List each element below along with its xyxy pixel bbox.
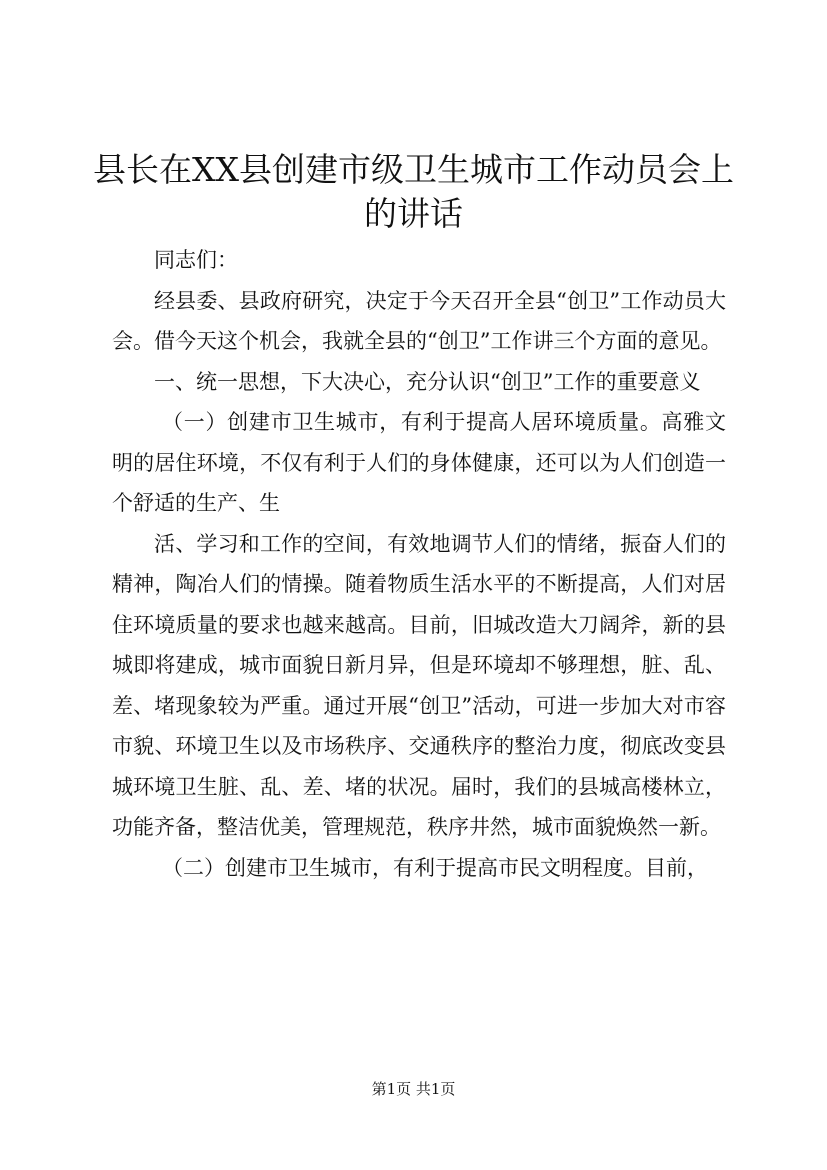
title-line-2: 的讲话 [364,194,463,233]
section-heading-1: 一、统一思想，下大决心，充分认识“创卫”工作的重要意义 [154,369,701,394]
page-footer: 第1页 共1页 [371,1080,456,1098]
document-body [112,240,726,888]
paragraph-point-1: （一）创建市卫生城市，有利于提高人居环境质量。高雅文明的居住环境，不仅有利于人们的身体健康，还可以为人们创造一个舒适的生产、生 [112,410,726,515]
salutation: 同志们： [154,248,238,272]
title-line-1: 县长在XX县创建市级卫生城市工作动员会上 [93,150,734,189]
document-title [90,148,737,236]
paragraph-intro: 经县委、县政府研究，决定于今天召开全县“创卫”工作动员大会。借今天这个机会，我就全县的“创卫”工作讲三个方面的意见。 [112,288,726,353]
paragraph-point-1-continued: 活、学习和工作的空间，有效地调节人们的情绪，振奋人们的精神，陶冶人们的情操。随着物质生活水平的不断提高，人们对居住环境质量的要求也越来越高。目前，旧城改造大刀阔斧，新的县城即将建成，城市面貌日新月异，但是环境却不够理想，脏、乱、差、堵现象较为严重。通过开展“创卫”活动，可进一步加大对市容市貌、环境卫生以及市场秩序、交通秩序的整治力度，彻底改变县城环境卫生脏、乱、差、堵的状况。届时，我们的县城高楼林立，功能齐备，整洁优美，管理规范，秩序井然，城市面貌焕然一新。 [112,531,726,839]
paragraph-point-2: （二）创建市卫生城市，有利于提高市民文明程度。目前， [162,855,708,880]
